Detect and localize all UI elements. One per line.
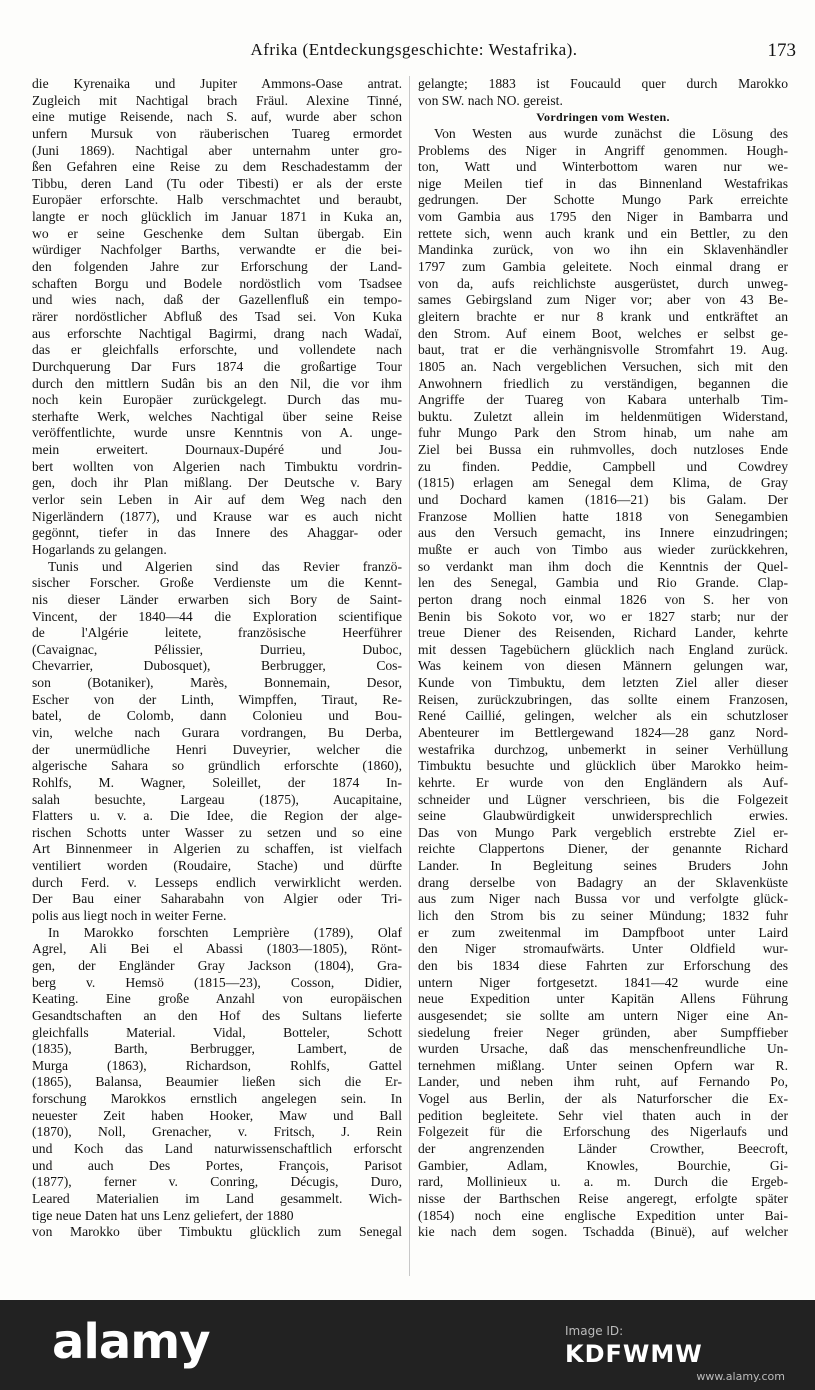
text-line: Flatters u. v. a. Die Idee, die Region der alge- <box>32 808 402 824</box>
text-line: Folgezeit für die Erforschung des Nigerlaufs und <box>418 1124 788 1140</box>
text-line: neuester Zeit haben Hooker, Maw und Ball <box>32 1107 402 1123</box>
text-line: Keating. Eine große Anzahl von europäischen <box>32 991 402 1007</box>
page-number: 173 <box>767 40 796 61</box>
text-line: und auch Des Portes, François, Parisot <box>32 1157 402 1173</box>
text-line: wurden Ursache, daß das menschenfreundliche Un- <box>418 1041 788 1057</box>
text-line: fuhr Mungo Park den Strom hinab, um nahe am <box>418 425 788 441</box>
text-line: In Marokko forschten Lemprière (1789), Olaf <box>48 924 402 940</box>
text-line: den Strom. Auf einem Boot, welches er selbst ge- <box>418 325 788 341</box>
text-line: sterhafte Werk, welches Nachtigal über seine Reise <box>32 408 402 424</box>
text-line: Vincent, der 1840—44 die Exploration scientifique <box>32 608 402 624</box>
text-line: die Kyrenaika und Jupiter Ammons-Oase antrat. <box>32 76 402 91</box>
text-line: Durchquerung Dar Furs 1874 die großartige Tour <box>32 358 402 374</box>
text-line: nisse der Barthschen Reise angeregt, erfolgte später <box>418 1190 788 1206</box>
text-line: neue Expedition unter Kapitän Allens Führung <box>418 991 788 1007</box>
text-line: ton, Watt und Winterbottom waren nur we- <box>418 159 788 175</box>
text-line: 1805 an. Nach vergeblichen Versuchen, sich mit den <box>418 358 788 374</box>
text-line: rard, Mollinieux u. a. m. Durch die Ergeb- <box>418 1174 788 1190</box>
text-line: Benin bis Sokoto vor, wo er 1827 starb; nur der <box>418 608 788 624</box>
text-line: perton drang noch einmal 1826 von S. her von <box>418 591 788 607</box>
text-line: vom Gambia aus 1795 den Niger in Bambarra und <box>418 209 788 225</box>
text-line: mußte er auch von Timbo aus wieder zurückkehren, <box>418 541 788 557</box>
text-line: Chevarrier, Dubosquet), Berbrugger, Cos- <box>32 658 402 674</box>
text-line: (1835), Barth, Berbrugger, Lambert, de <box>32 1041 402 1057</box>
text-line: gen, doch ihr Plan mißlang. Der Deutsche v. Bary <box>32 475 402 491</box>
text-line: nis dieser Länder erwarben sich Bory de Saint- <box>32 591 402 607</box>
text-line: untern Niger fortgesetzt. 1841—42 wurde eine <box>418 974 788 990</box>
text-line: son (Botaniker), Marès, Bonnemain, Desor, <box>32 675 402 691</box>
text-line: gelangte; 1883 ist Foucauld quer durch Marokko <box>418 76 788 91</box>
text-line: ßen Gefahren eine Reise zu dem Reschadestamm der <box>32 159 402 175</box>
stock-info <box>565 1324 785 1368</box>
text-line: (1870), Noll, Grenacher, v. Fritsch, J. Rein <box>32 1124 402 1140</box>
text-line: kehrte. Er wurde von den Engländern als Auf- <box>418 774 788 790</box>
running-title: Afrika (Entdeckungsgeschichte: Westafrika). <box>250 40 578 59</box>
stock-url: www.alamy.com <box>696 1370 785 1383</box>
text-line: gen, der Engländer Gray Jackson (1804), Gra- <box>32 957 402 973</box>
text-line: berg v. Hemsö (1815—23), Cosson, Didier, <box>32 974 402 990</box>
text-line: Abenteurer im Bettlergewand 1824—28 ganz Nord- <box>418 724 788 740</box>
text-line: Was keinem von diesen Männern gelungen war, <box>418 658 788 674</box>
text-line: schneider und Lügner verschrieen, bis die Folgezeit <box>418 791 788 807</box>
text-line: bert wollten von Algerien nach Timbuktu vordrin- <box>32 458 402 474</box>
text-line: noch kein Europäer zurückgelegt. Durch das mu- <box>32 392 402 408</box>
text-line: von SW. nach NO. gereist. <box>418 92 563 108</box>
text-line: rischen Schotts unter Wasser zu setzen und so eine <box>32 824 402 840</box>
text-line: mit dessen Tagebüchern glücklich nach England zurück. <box>418 641 788 657</box>
text-line: durch den mittlern Sudân bis an den Nil, die vor ihm <box>32 375 402 391</box>
right-column <box>418 76 788 1241</box>
text-line: den Niger stromaufwärts. Unter Oldfield wur- <box>418 941 788 957</box>
text-line: und wies nach, daß der Gazellenfluß ein tempo- <box>32 292 402 308</box>
text-line: Rohlfs, M. Wagner, Soleillet, der 1874 In- <box>32 774 402 790</box>
text-line: eine mutige Reisende, nach S. auf, wurde aber schon <box>32 109 402 125</box>
text-line: (1815) erlagen am Senegal dem Klima, de Gray <box>418 475 788 491</box>
text-line: gleichfalls Material. Vidal, Botteler, Schott <box>32 1024 402 1040</box>
text-line: gedrungen. Der Schotte Mungo Park erreichte <box>418 192 788 208</box>
text-line: drang derselbe von Badagry an der Sklavenküste <box>418 874 788 890</box>
text-line: Der Bau einer Saharabahn von Algier oder Tri- <box>32 891 402 907</box>
text-line: der unermüdliche Henri Duveyrier, welcher die <box>32 741 402 757</box>
text-line: verlor sein Leben in Air auf dem Weg nach den <box>32 492 402 508</box>
alamy-logo: alamy <box>52 1314 210 1370</box>
text-line: Tunis und Algerien sind das Revier franzö- <box>48 558 402 574</box>
text-line: Anwohnern friedlich zu verständigen, begannen die <box>418 375 788 391</box>
text-line: Hogarlands zu gelangen. <box>32 541 167 557</box>
text-line: ausgesendet; sie sollte am untern Niger eine An- <box>418 1007 788 1023</box>
text-line: Mandinka zurück, von wo ihn ein Sklavenhändler <box>418 242 788 258</box>
text-line: schaften Borgu und Bodele nordöstlich vom Tsadsee <box>32 275 402 291</box>
text-line: pedition begleitete. Sehr viel thaten auch in der <box>418 1107 788 1123</box>
text-line: Kunde von Timbuktu, dem letzten Ziel aller dieser <box>418 675 788 691</box>
text-line: der angrenzenden Länder Crowther, Beecroft, <box>418 1141 788 1156</box>
text-line: lich den Strom bis zu seiner Mündung; 1832 fuhr <box>418 908 788 924</box>
text-line: Gambier, Adlam, Knowles, Bourchie, Gi- <box>418 1157 788 1173</box>
text-line: aus erforschte Nachtigal Bagirmi, drang nach Wadaï, <box>32 325 402 341</box>
text-line: Lander, und neben ihm ruht, auf Fernando Po, <box>418 1074 788 1090</box>
text-line: ternehmen mißlang. Unter seinen Opfern war R. <box>418 1057 788 1073</box>
text-line: ventiliert worden (Roudaire, Stache) und dürfte <box>32 858 402 874</box>
text-line: Leared Materialien im Land gesammelt. Wich- <box>32 1190 402 1206</box>
text-line: René Caillié, gelingen, welcher als ein schutzloser <box>418 708 788 724</box>
text-line: so verdankt man ihm doch die Kenntnis der Quel- <box>418 558 788 574</box>
text-line: sames Gebirgsland zum Niger vor; aber von 43 Be- <box>418 292 788 308</box>
text-line: Zugleich mit Nachtigal brach Fräul. Alexine Tinné, <box>32 92 402 108</box>
text-line: (Cavaignac, Pélissier, Durrieu, Duboc, <box>32 641 402 657</box>
text-line: vin, welche nach Gurara vordrangen, Bu Derba, <box>32 724 402 740</box>
text-line: Nigerländern (1877), und Krause war es auch nicht <box>32 508 402 524</box>
text-line: würdiger Nachfolger Barths, verwandte er die bei- <box>32 242 402 258</box>
text-line: langte er noch glücklich im Januar 1871 in Kuka an, <box>32 209 402 225</box>
text-line: salah besuchte, Largeau (1875), Aucapitaine, <box>32 791 402 807</box>
text-line: (1865), Balansa, Beaumier ließen sich die Er- <box>32 1074 402 1090</box>
text-line: 1797 zum Gambia geleitete. Noch einmal drang er <box>418 259 788 275</box>
text-line: kie nach dem sogen. Tschadda (Binuë), auf welcher <box>418 1224 788 1240</box>
page-header <box>32 40 796 66</box>
text-line: gleitern brachte er nur 8 krank und entkräftet an <box>418 308 788 324</box>
text-line: mein erweitert. Dournaux-Dupéré und Jou- <box>32 442 402 458</box>
text-line: zu finden. Peddie, Campbell und Cowdrey <box>418 458 788 474</box>
text-line: den bis 1834 diese Fahrten zur Erforschung des <box>418 957 788 973</box>
text-line: westafrika durchzog, unbemerkt in seiner Verhüllung <box>418 741 788 757</box>
left-column <box>32 76 402 1241</box>
text-line: tige neue Daten hat uns Lenz geliefert, der 1880 <box>32 1207 294 1223</box>
text-line: aus den Versuch gemacht, ins Innere einzudringen; <box>418 525 788 541</box>
text-line: Vogel aus Berlin, der als Naturforscher die Ex- <box>418 1091 788 1107</box>
text-line: Timbuktu besuchte und glücklich über Marokko heim- <box>418 758 788 774</box>
text-line: Ziel bei Bussa ein ruhmvolles, doch nutzloses Ende <box>418 442 788 458</box>
text-line: Lander. In Begleitung seines Bruders John <box>418 858 788 874</box>
text-line: von da, aufs reichlichste ausgerüstet, durch unweg- <box>418 275 788 291</box>
text-line: von Marokko über Timbuktu glücklich zum Senegal <box>32 1224 402 1240</box>
text-line: Art Binnenmeer in Algerien zu schaffen, ist vielfach <box>32 841 402 857</box>
text-line: siedelung freier Neger gründen, aber Sumpffieber <box>418 1024 788 1040</box>
text-line: das er gleichfalls erforschte, und vollendete nach <box>32 342 402 358</box>
text-line: (Juni 1869). Nachtigal aber unternahm unter gro- <box>32 142 402 158</box>
watermark-banner <box>0 1300 815 1390</box>
text-line: Franzose Mollien hatte 1818 von Senegambien <box>418 508 788 524</box>
text-line: forschung Marokkos ernstlich angelegen sein. In <box>32 1091 402 1107</box>
text-line: Europäer erforschte. Halb verschmachtet und beraubt, <box>32 192 402 208</box>
text-line: Escher von der Linth, Wimpffen, Tiraut, Re- <box>32 691 402 707</box>
text-line: Tibbu, deren Land (Tu oder Tibesti) er als der erste <box>32 175 402 191</box>
stock-id-label: Image ID: <box>565 1324 624 1338</box>
text-line: Angriffe der Tuareg von Kabara unterhalb Tim- <box>418 392 788 408</box>
text-line: nige Meilen tief in das Binnenland Westafrikas <box>418 175 788 191</box>
text-line: Reisen, zurückzubringen, das sollte einem Franzosen, <box>418 691 788 707</box>
text-line: unfern Mursuk von räuberischen Tuareg ermordet <box>32 125 402 141</box>
text-line: seine Glaubwürdigkeit unwidersprechlich erwies. <box>418 808 788 824</box>
column-divider <box>409 76 410 1276</box>
text-line: rärer nordöstlicher Abfluß des Tsad sei. Von Kuka <box>32 308 402 324</box>
text-line: batel, de Colomb, dann Colonieu und Bou- <box>32 708 402 724</box>
text-line: rettete sich, wenn auch krank und ein Bettler, zu den <box>418 225 788 241</box>
text-line: sischer Forscher. Große Verdienste um die Kennt- <box>32 575 402 591</box>
text-line: Problems des Niger in Angriff genommen. Hough- <box>418 142 788 158</box>
text-line: wo er seine Geschenke dem Sultan übergab. Ein <box>32 225 402 241</box>
text-line: algerische Sahara so gründlich erforschte (1860), <box>32 758 402 774</box>
text-line: den folgenden Jahre zur Erforschung der Land- <box>32 259 402 275</box>
text-line: buktu. Zuletzt allein im heldenmütigen Widerstand, <box>418 408 788 424</box>
text-line: und Dochard kamen (1816—21) bis Galam. Der <box>418 492 788 508</box>
text-line: und Koch das Land naturwissenschaftlich erforscht <box>32 1141 402 1156</box>
text-line: (1854) noch eine englische Expedition unter Bai- <box>418 1207 788 1223</box>
text-line: polis aus liegt noch in weiter Ferne. <box>32 908 227 924</box>
text-line: veröffentlichte, wurde unsre Kenntnis von A. unge- <box>32 425 402 441</box>
text-line: treue Diener des Reisenden, Richard Lander, kehrte <box>418 625 788 641</box>
text-line: len des Senegal, Gambia und Rio Grande. Clap- <box>418 575 788 591</box>
text-line: Das von Mungo Park vergeblich erstrebte Ziel er- <box>418 824 788 840</box>
text-line: Von Westen aus wurde zunächst die Lösung des <box>434 125 788 141</box>
text-line: reichte Clappertons Diener, der genannte Richard <box>418 841 788 857</box>
text-line: baut, trat er die verhängnisvolle Stromfahrt 19. Aug. <box>418 342 788 358</box>
text-line: gegönnt, tiefer in das Innere des Ahaggar- oder <box>32 525 402 541</box>
text-line: (1877), ferner v. Conring, Décugis, Duro, <box>32 1174 402 1190</box>
text-line: Gesandtschaften an den Hof des Sultans lieferte <box>32 1007 402 1023</box>
text-line: Murga (1863), Richardson, Rohlfs, Gattel <box>32 1057 402 1073</box>
section-heading: Vordringen vom Westen. <box>536 110 670 125</box>
text-line: Agrel, Ali Bei el Abassi (1803—1805), Rönt- <box>32 941 402 957</box>
text-line: de l'Algérie leitete, französische Heerführer <box>32 625 402 641</box>
stock-id: KDFWMW <box>565 1340 703 1368</box>
text-line: durch Ferd. v. Lesseps endlich verwirklicht werden. <box>32 874 402 890</box>
text-line: er zum zweitenmal im Dampfboot unter Laird <box>418 924 788 940</box>
text-line: aus zum Niger nach Bussa vor und verfolgte glück- <box>418 891 788 907</box>
